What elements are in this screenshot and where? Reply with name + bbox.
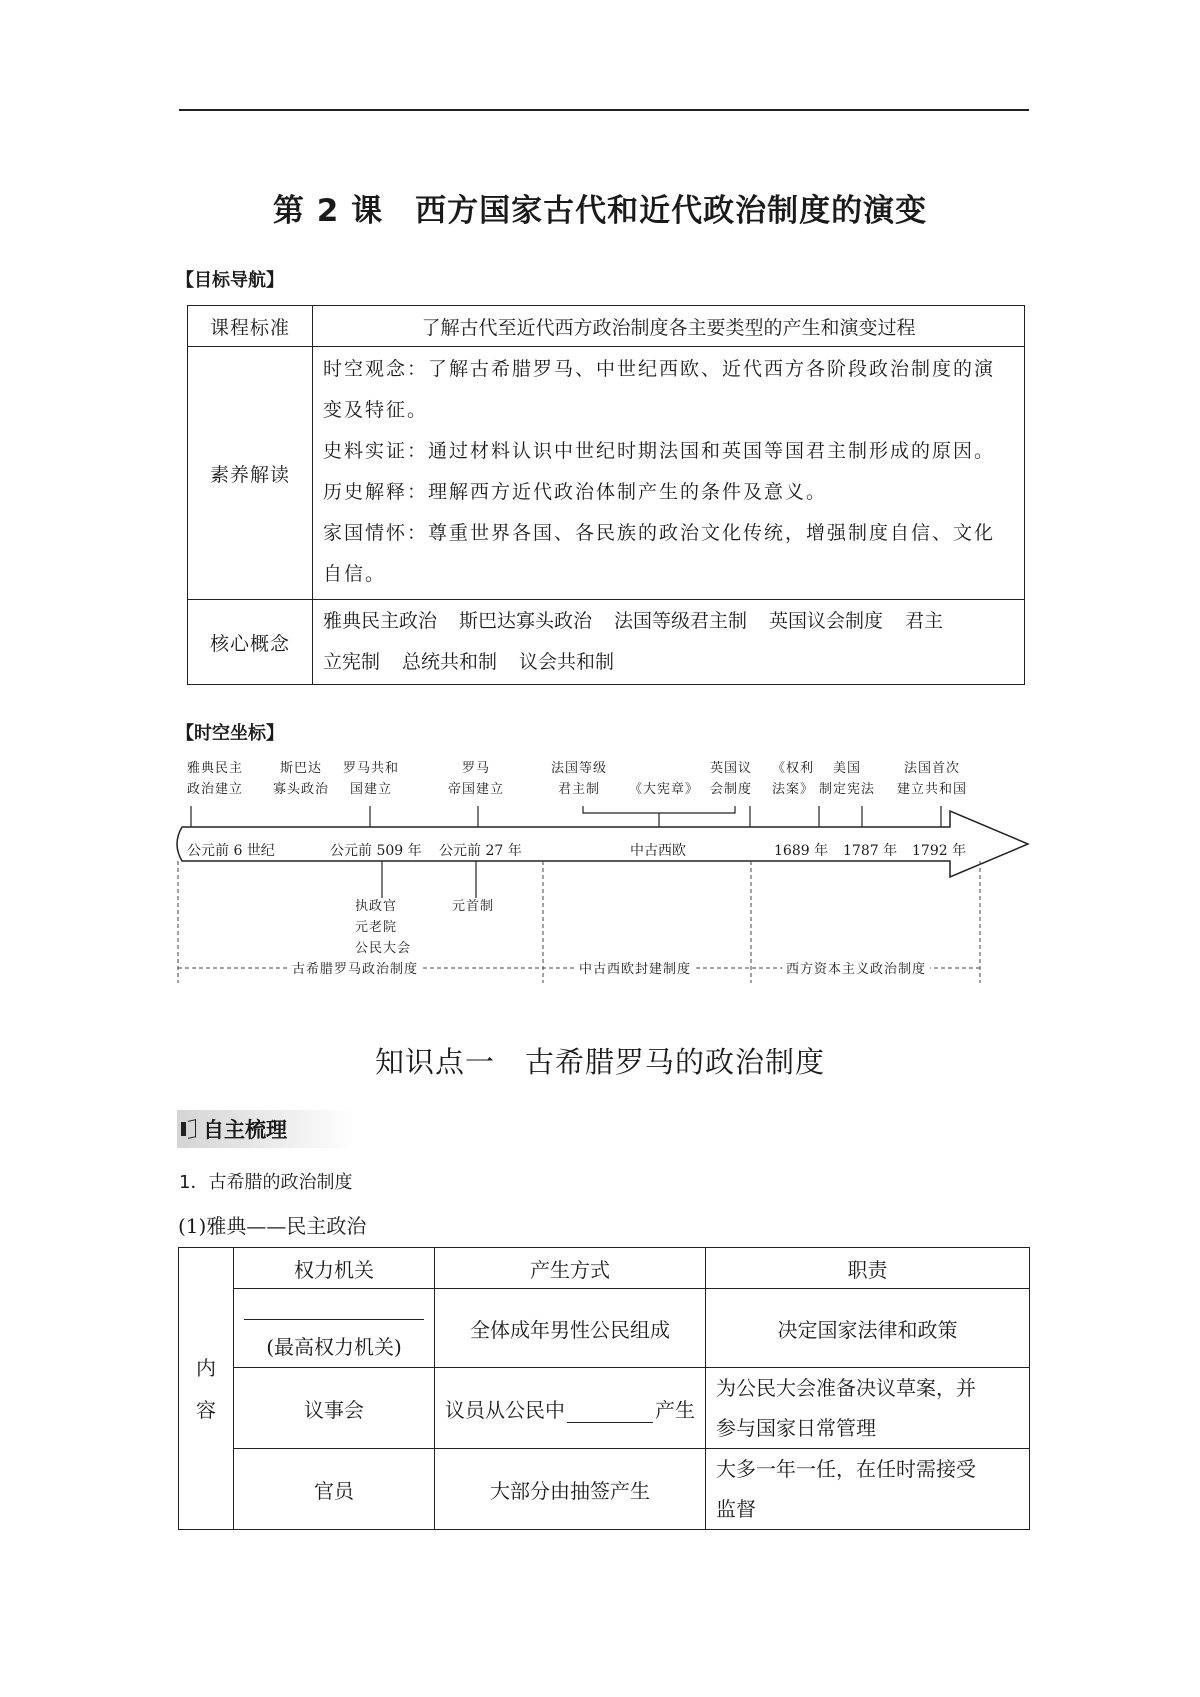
event-label: 法国等级 君主制 (551, 761, 608, 797)
medieval-bracket (583, 806, 735, 813)
organ-cell: 议事会 (234, 1368, 435, 1449)
literacy-line: 自信。 (323, 563, 387, 585)
period-label: 西方资本主义政治制度 (782, 958, 930, 977)
literacy-line: 时空观念：了解古希腊罗马、中世纪西欧、近代西方各阶段政治制度的演 (323, 358, 996, 380)
core-concept: 雅典民主政治 (323, 610, 438, 632)
core-concepts-line-1 (323, 601, 1014, 642)
core-cell (313, 600, 1025, 685)
event-label: 法国首次 建立共和国 (897, 761, 968, 797)
core-label: 核心概念 (188, 600, 313, 685)
lesson-title: 第 2 课 西方国家古代和近代政治制度的演变 (272, 193, 928, 229)
self-study-header (177, 1110, 355, 1148)
athens-table (178, 1247, 1030, 1530)
timeline-date: 公元前 27 年 (439, 843, 522, 859)
period-label: 中古西欧封建制度 (575, 958, 695, 977)
method-cell: 全体成年男性公民组成 (435, 1289, 706, 1368)
method-cell: 议员从公民中 产生 (435, 1368, 706, 1449)
col-header: 职责 (706, 1248, 1030, 1289)
answer-blank[interactable] (244, 1297, 424, 1320)
duty-cell: 为公民大会准备决议草案，并 参与国家日常管理 (706, 1368, 1030, 1449)
core-concept: 法国等级君主制 (614, 610, 748, 632)
republic-institutions: 执政官 元老院 公民大会 (355, 899, 412, 956)
header-rule (179, 109, 1029, 111)
organ-cell: 官员 (234, 1449, 435, 1530)
book-icon (181, 1120, 197, 1138)
method-cell: 大部分由抽签产生 (435, 1449, 706, 1530)
core-concept: 立宪制 (323, 651, 381, 673)
core-concept: 斯巴达寡头政治 (459, 610, 593, 632)
event-label: 罗马共和 国建立 (343, 761, 400, 797)
answer-blank[interactable] (567, 1402, 653, 1423)
content-side-label: 内 容 (179, 1248, 234, 1530)
timeline-arrow (177, 811, 1028, 877)
timeline-date: 1689 年 (774, 843, 829, 859)
literacy-label: 素养解读 (188, 347, 313, 600)
timeline-date: 1787 年 (843, 843, 898, 859)
self-study-label: 自主梳理 (203, 1118, 287, 1142)
duty-cell: 决定国家法律和政策 (706, 1289, 1030, 1368)
core-concept: 议会共和制 (519, 651, 615, 673)
standard-label: 课程标准 (188, 306, 313, 347)
event-label: 斯巴达 寡头政治 (273, 761, 330, 797)
timeline-heading: 【时空坐标】 (176, 723, 284, 744)
col-header: 权力机关 (234, 1248, 435, 1289)
event-label: 雅典民主 政治建立 (187, 761, 244, 797)
core-concept: 英国议会制度 (769, 610, 884, 632)
timeline-date: 中古西欧 (630, 843, 686, 859)
event-label: 美国 制定宪法 (819, 761, 876, 797)
literacy-line: 家国情怀：尊重世界各国、各民族的政治文化传统，增强制度自信、文化 (323, 522, 996, 544)
col-header: 产生方式 (435, 1248, 706, 1289)
event-label: 《大宪章》 (629, 782, 700, 797)
standard-text: 了解古代至近代西方政治制度各主要类型的产生和演变过程 (313, 306, 1025, 347)
literacy-line: 变及特征。 (323, 399, 429, 421)
empire-institution: 元首制 (452, 899, 495, 914)
core-concept: 总统共和制 (402, 651, 498, 673)
literacy-line: 史料实证：通过材料认识中世纪时期法国和英国等国君主制形成的原因。 (323, 440, 996, 462)
core-concepts-line-2 (323, 642, 1014, 683)
goals-heading: 【目标导航】 (176, 270, 284, 291)
literacy-cell (313, 347, 1025, 600)
knowledge-point-title: 知识点一 古希腊罗马的政治制度 (374, 1045, 825, 1079)
timeline-date: 公元前 509 年 (330, 843, 422, 859)
subheading-athens: (1)雅典——民主政治 (178, 1214, 367, 1238)
timeline-date: 1792 年 (912, 843, 967, 859)
event-label: 罗马 帝国建立 (448, 761, 505, 797)
event-label: 《权利 法案》 (772, 761, 815, 797)
subheading-greece: 1．古希腊的政治制度 (179, 1172, 353, 1193)
goals-table (187, 305, 1025, 685)
timeline-diagram (170, 758, 1040, 988)
duty-cell: 大多一年一任，在任时需接受 监督 (706, 1449, 1030, 1530)
event-label: 英国议 会制度 (710, 761, 753, 797)
period-label: 古希腊罗马政治制度 (288, 958, 422, 977)
core-concept: 君主 (905, 610, 944, 632)
timeline-date: 公元前 6 世纪 (187, 843, 275, 859)
organ-cell: (最高权力机关) (234, 1289, 435, 1368)
literacy-line: 历史解释：理解西方近代政治体制产生的条件及意义。 (323, 481, 828, 503)
